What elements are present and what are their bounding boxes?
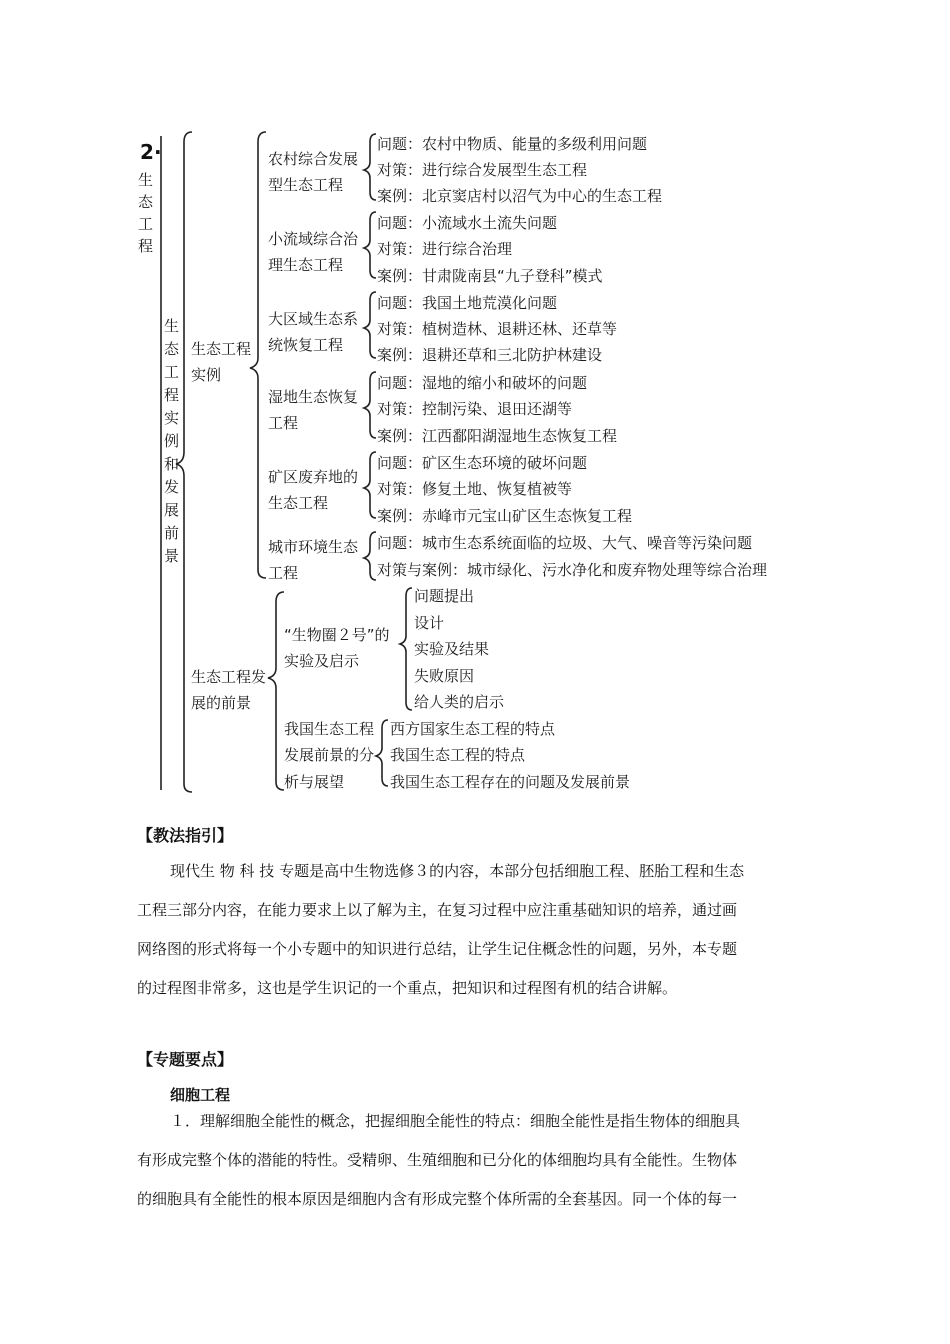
level1-title: 生态工程实例和发展前景 xyxy=(162,318,180,571)
china-item-1: 西方国家生态工程的特点 xyxy=(390,720,556,738)
china-name-line2: 发展前景的分 xyxy=(284,746,375,764)
case4-example: 案例：江西鄱阳湖湿地生态恢复工程 xyxy=(377,427,618,445)
biosphere-item-1: 问题提出 xyxy=(414,587,475,605)
case-name-3: 大区域生态系统恢复工程 xyxy=(268,310,359,354)
case2-strategy: 对策：进行综合治理 xyxy=(377,240,513,258)
case5-example: 案例：赤峰市元宝山矿区生态恢复工程 xyxy=(377,507,633,525)
china-item-3: 我国生态工程存在的问题及发展前景 xyxy=(390,773,631,791)
biosphere-item-2: 设计 xyxy=(414,614,445,632)
case-name-6: 城市环境生态工程 xyxy=(268,538,359,582)
case-brace-6 xyxy=(364,532,376,580)
biosphere-item-4: 失败原因 xyxy=(414,667,475,685)
keypoints-heading: 【专题要点】 xyxy=(137,1050,234,1069)
keypoints-subheading: 细胞工程 xyxy=(170,1086,231,1104)
case1-problem: 问题：农村中物质、能量的多级利用问题 xyxy=(377,135,648,153)
case-name-4: 湿地生态恢复工程 xyxy=(268,388,359,432)
prospect-label: 生态工程发展的前景 xyxy=(191,668,267,712)
case-brace-4 xyxy=(364,372,376,438)
case2-problem: 问题：小流域水土流失问题 xyxy=(377,214,558,232)
case6-problem: 问题：城市生态系统面临的垃圾、大气、噪音等污染问题 xyxy=(377,534,753,552)
root-dot: · xyxy=(154,140,162,164)
examples-label: 生态工程实例 xyxy=(191,340,252,384)
root-title: 生态工程 xyxy=(136,172,154,260)
china-item-2: 我国生态工程的特点 xyxy=(390,746,526,764)
case-brace-3 xyxy=(364,292,376,358)
biosphere-item-5: 给人类的启示 xyxy=(414,693,505,711)
keypoints-line-2: 有形成完整个体的潜能的特性。受精卵、生殖细胞和已分化的体细胞均具有全能性。生物体 xyxy=(137,1151,738,1169)
case1-strategy: 对策：进行综合发展型生态工程 xyxy=(377,161,588,179)
root-number: 2 xyxy=(140,140,154,164)
case4-problem: 问题：湿地的缩小和破坏的问题 xyxy=(377,374,588,392)
case4-strategy: 对策：控制污染、退田还湖等 xyxy=(377,400,573,418)
teaching-line-1: 现代生 物 科 技 专题是高中生物选修３的内容，本部分包括细胞工程、胚胎工程和生态 xyxy=(170,862,745,880)
case2-example: 案例：甘肃陇南县“九子登科”模式 xyxy=(377,267,603,285)
teaching-line-2: 工程三部分内容，在能力要求上以了解为主，在复习过程中应注重基础知识的培养，通过画 xyxy=(137,901,738,919)
case-brace-2 xyxy=(364,212,376,278)
teaching-line-3: 网络图的形式将每一个小专题中的知识进行总结，让学生记住概念性的问题，另外，本专题 xyxy=(137,940,738,958)
china-brace xyxy=(376,720,388,786)
keypoints-line-1: １．理解细胞全能性的概念，把握细胞全能性的特点：细胞全能性是指生物体的细胞具 xyxy=(170,1112,741,1130)
teaching-heading: 【教法指引】 xyxy=(137,826,234,845)
biosphere-brace xyxy=(400,588,412,710)
case3-example: 案例：退耕还草和三北防护林建设 xyxy=(377,346,603,364)
case1-example: 案例：北京窦店村以沼气为中心的生态工程 xyxy=(377,187,663,205)
case-name-5: 矿区废弃地的生态工程 xyxy=(268,468,359,512)
case-name-1: 农村综合发展型生态工程 xyxy=(268,150,359,194)
china-name-line3: 析与展望 xyxy=(284,773,345,791)
case-brace-1 xyxy=(364,134,376,200)
biosphere-name-line1: “生物圈２号”的 xyxy=(284,626,390,644)
case5-problem: 问题：矿区生态环境的破坏问题 xyxy=(377,454,588,472)
keypoints-line-3: 的细胞具有全能性的根本原因是细胞内含有形成完整个体所需的全套基因。同一个体的每一 xyxy=(137,1190,738,1208)
biosphere-name-line2: 实验及启示 xyxy=(284,652,360,670)
case3-strategy: 对策：植树造林、退耕还林、还草等 xyxy=(377,320,618,338)
case5-strategy: 对策：修复土地、恢复植被等 xyxy=(377,480,573,498)
case-brace-5 xyxy=(364,452,376,518)
case-name-2: 小流域综合治理生态工程 xyxy=(268,230,359,274)
biosphere-item-3: 实验及结果 xyxy=(414,640,490,658)
case3-problem: 问题：我国土地荒漠化问题 xyxy=(377,294,558,312)
case6-strategy: 对策与案例：城市绿化、污水净化和废弃物处理等综合治理 xyxy=(377,561,768,579)
teaching-line-4: 的过程图非常多，这也是学生识记的一个重点，把知识和过程图有机的结合讲解。 xyxy=(137,979,678,997)
china-name-line1: 我国生态工程 xyxy=(284,720,375,738)
